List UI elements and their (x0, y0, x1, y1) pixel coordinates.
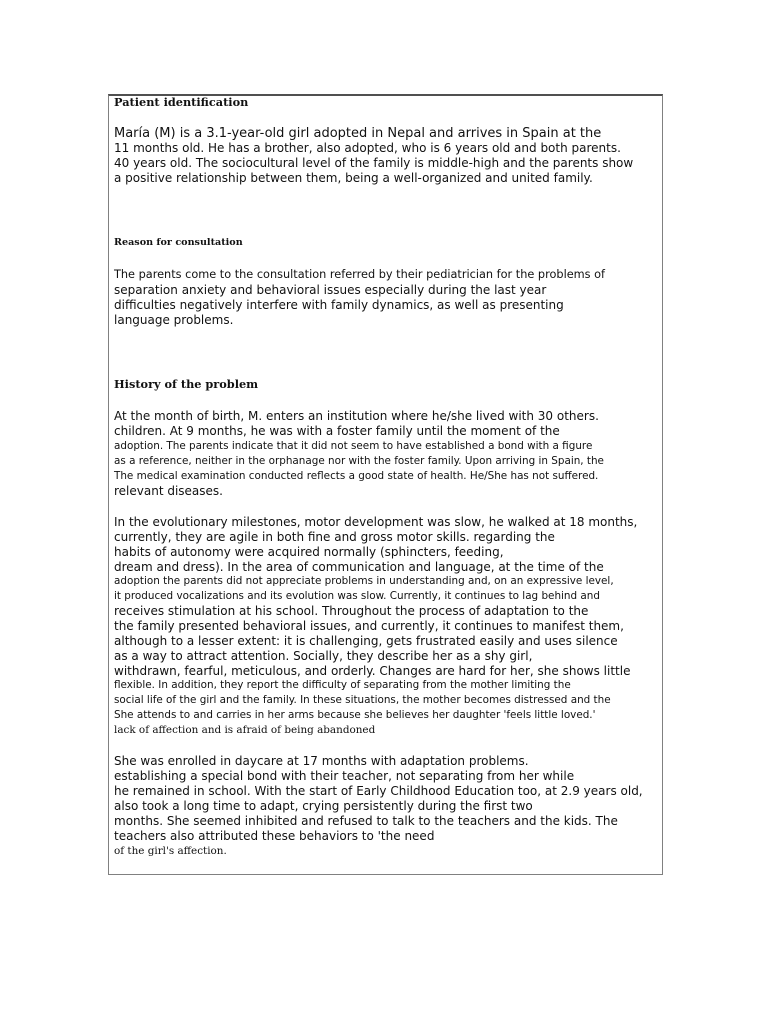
text-line: months. She seemed inhibited and refused to talk to the teachers and the kids. The (114, 814, 618, 828)
section-heading-reason-for-consultation: Reason for consultation (114, 237, 243, 248)
text-line: The parents come to the consultation referred by their pediatrician for the problems of (114, 268, 606, 281)
text-line: as a reference, neither in the orphanage nor with the foster family. Upon arriving in Spain, the (114, 455, 604, 467)
text-line: habits of autonomy were acquired normally (sphincters, feeding, (114, 545, 504, 559)
text-line: language problems. (114, 313, 234, 327)
text-line: María (M) is a 3.1-year-old girl adopted in Nepal and arrives in Spain at the (114, 126, 602, 141)
text-line: relevant diseases. (114, 484, 223, 498)
text-line: receives stimulation at his school. Throughout the process of adaptation to the (114, 604, 589, 618)
text-line: difficulties negatively interfere with family dynamics, as well as presenting (114, 298, 564, 312)
text-line: 40 years old. The sociocultural level of the family is middle-high and the parents show (114, 156, 634, 170)
text-line: it produced vocalizations and its evolution was slow. Currently, it continues to lag behind and (114, 590, 600, 602)
text-line: adoption the parents did not appreciate problems in understanding and, on an expressive level, (114, 575, 614, 587)
text-line: The medical examination conducted reflects a good state of health. He/She has not suffered. (114, 470, 599, 482)
text-line: social life of the girl and the family. In these situations, the mother becomes distressed and the (114, 694, 611, 706)
text-line: also took a long time to adapt, crying persistently during the first two (114, 799, 533, 813)
text-line: In the evolutionary milestones, motor development was slow, he walked at 18 months, (114, 515, 638, 529)
text-line: dream and dress). In the area of communication and language, at the time of the (114, 560, 604, 574)
text-line: the family presented behavioral issues, and currently, it continues to manifest them, (114, 619, 624, 633)
text-line: separation anxiety and behavioral issues especially during the last year (114, 283, 547, 297)
text-line: At the month of birth, M. enters an institution where he/she lived with 30 others. (114, 409, 599, 423)
text-line: he remained in school. With the start of Early Childhood Education too, at 2.9 years old, (114, 784, 643, 798)
text-line: withdrawn, fearful, meticulous, and orderly. Changes are hard for her, she shows little (114, 664, 631, 678)
text-line: lack of affection and is afraid of being abandoned (114, 724, 376, 736)
text-line: establishing a special bond with their teacher, not separating from her while (114, 769, 575, 783)
text-line: She attends to and carries in her arms because she believes her daughter 'feels little loved.' (114, 709, 596, 721)
text-line: children. At 9 months, he was with a foster family until the moment of the (114, 424, 560, 438)
section-heading-history-of-the-problem: History of the problem (114, 377, 259, 391)
text-line: as a way to attract attention. Socially, they describe her as a shy girl, (114, 649, 533, 663)
text-line: of the girl's affection. (114, 845, 227, 857)
text-line: a positive relationship between them, being a well-organized and united family. (114, 171, 593, 185)
text-line: She was enrolled in daycare at 17 months with adaptation problems. (114, 754, 529, 768)
text-line: currently, they are agile in both fine and gross motor skills. regarding the (114, 530, 555, 544)
section-heading-patient-identification: Patient identification (114, 95, 249, 109)
text-line: 11 months old. He has a brother, also adopted, who is 6 years old and both parents. (114, 141, 621, 155)
text-line: teachers also attributed these behaviors to 'the need (114, 829, 435, 843)
text-line: flexible. In addition, they report the difficulty of separating from the mother limiting the (114, 679, 571, 691)
text-line: adoption. The parents indicate that it did not seem to have established a bond with a figure (114, 440, 593, 452)
text-line: although to a lesser extent: it is challenging, gets frustrated easily and uses silence (114, 634, 618, 648)
